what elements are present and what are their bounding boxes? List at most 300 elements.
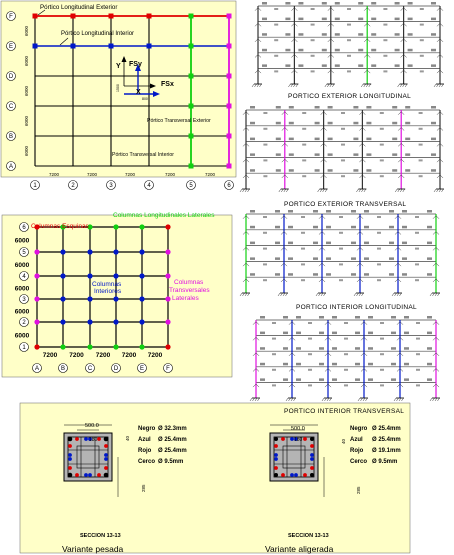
plan-row-label: A <box>8 164 14 171</box>
frame-ext-trans-support-hatch <box>437 189 439 192</box>
grid2-column-node <box>139 249 144 254</box>
frame-ext-trans-annotation <box>419 112 423 114</box>
frame-int-long-annotation <box>402 226 407 229</box>
frame-ext-long-annotation <box>395 33 400 36</box>
frame-int-trans-annotation <box>272 322 276 324</box>
frame-int-long-annotation <box>326 242 331 245</box>
frame-int-long-support-hatch <box>324 293 326 296</box>
frame-int-long-support-hatch <box>240 293 242 296</box>
grid2-column-node <box>113 296 118 301</box>
frame-int-long-annotation <box>301 232 305 234</box>
frame-int-long-annotation <box>288 257 293 260</box>
frame-ext-long-annotation <box>311 55 315 57</box>
frame-int-trans-annotation <box>260 363 265 366</box>
label-trans-ext: Pórtico Transversal Exterior <box>147 118 211 124</box>
grid2-row-label: 5 <box>22 250 26 257</box>
frame-int-trans-annotation <box>380 384 384 386</box>
section-bar <box>294 473 298 477</box>
frame-ext-trans-annotation <box>366 169 371 172</box>
frame-ext-long-annotation <box>322 49 327 52</box>
frame-int-trans-annotation <box>391 316 396 319</box>
frame-int-long-annotation <box>364 257 369 260</box>
frame-int-trans-support-hatch <box>330 398 332 401</box>
frame-int-trans-annotation <box>344 322 348 324</box>
frame-ext-long-annotation <box>371 64 376 67</box>
section-bar <box>310 466 314 470</box>
frame-ext-trans-annotation <box>315 153 320 156</box>
grid2-col-spacing: 7200 <box>147 352 163 359</box>
frame-ext-long-annotation <box>408 18 413 21</box>
grid2-row-spacing: 6000 <box>14 237 30 245</box>
frame-int-trans-annotation <box>404 332 409 335</box>
frame-int-long-support-hatch <box>430 293 432 296</box>
frame-ext-trans-annotation <box>431 106 436 109</box>
frame-ext-trans-annotation <box>289 153 294 156</box>
grid2-row-spacing: 6000 <box>14 332 30 340</box>
frame-ext-long-annotation <box>274 39 278 41</box>
frame-ext-trans-annotation <box>289 122 294 125</box>
frame-int-trans-annotation <box>319 332 324 335</box>
plan-node-marker <box>71 14 76 19</box>
plan-node-marker <box>227 164 232 169</box>
secR-legend-color-3: Cerco <box>350 459 368 465</box>
frame-ext-trans-support-hatch <box>320 189 322 192</box>
frame-ext-long-support-hatch <box>366 84 368 87</box>
secL-legend-color-3: Cerco <box>138 459 156 465</box>
frame-int-trans-annotation <box>355 316 360 319</box>
frame-ext-trans-annotation <box>328 106 333 109</box>
frame-int-trans-support-hatch <box>361 398 363 401</box>
frame-int-trans-support-hatch <box>253 398 255 401</box>
frame-ext-trans-support-hatch <box>364 189 366 192</box>
frame-int-trans-annotation <box>283 332 288 335</box>
frame-ext-long-annotation <box>347 39 351 41</box>
frame-ext-long-annotation <box>408 2 413 5</box>
frame-ext-long-annotation <box>420 70 424 72</box>
section-bar <box>84 437 88 441</box>
frame-ext-long-support-hatch <box>405 84 407 87</box>
label-trans-int: Pórtico Transversal Interior <box>112 152 174 158</box>
grid2-column-node <box>34 273 39 278</box>
grid2-column-node <box>60 296 65 301</box>
frame-ext-long-annotation <box>347 70 351 72</box>
frame-int-trans-annotation <box>296 332 301 335</box>
plan-node-marker <box>109 14 114 19</box>
frame-ext-long-support-hatch <box>403 84 405 87</box>
frame-ext-trans-annotation <box>328 169 333 172</box>
frame-ext-long-annotation <box>298 49 303 52</box>
frame-ext-trans-annotation <box>405 138 410 141</box>
frame-ext-long-support-hatch <box>325 84 327 87</box>
plan-node-marker <box>33 14 38 19</box>
frame-ext-long-annotation <box>311 39 315 41</box>
frame-int-long-annotation <box>427 226 432 229</box>
plan-col-spacing: 7200 <box>204 172 216 177</box>
frame-ext-long-annotation <box>383 8 387 10</box>
frame-ext-long-annotation <box>285 64 290 67</box>
secR-legend-dia-3: Ø 9.5mm <box>372 459 398 465</box>
frame-int-long-annotation <box>275 210 280 213</box>
frame-ext-long-annotation <box>322 2 327 5</box>
label-interior-1: Columnas <box>92 281 122 288</box>
frame-ext-trans-annotation <box>431 122 436 125</box>
grid2-column-node <box>34 319 39 324</box>
frame-int-long-support-hatch <box>433 293 435 296</box>
frame-ext-trans-support-hatch <box>434 189 436 192</box>
frame-int-trans-support-hatch <box>435 398 437 401</box>
section-bar-black <box>310 473 314 477</box>
frame-ext-long-support-hatch <box>252 84 254 87</box>
frame-int-trans-annotation <box>319 363 324 366</box>
secR-inner: 180 <box>294 437 303 443</box>
frame-int-trans-annotation <box>344 369 348 371</box>
frame-int-trans-annotation <box>380 322 384 324</box>
frame-int-long-annotation <box>351 210 356 213</box>
grid2-row-label: 4 <box>22 274 26 281</box>
grid2-column-node <box>139 224 144 229</box>
frame-ext-trans-annotation <box>419 175 423 177</box>
frame-ext-long-annotation <box>335 33 340 36</box>
grid2-column-node <box>165 273 170 278</box>
frame-ext-trans-annotation <box>250 122 255 125</box>
frame-int-long-support-hatch <box>283 293 285 296</box>
frame-ext-long-annotation <box>298 2 303 5</box>
frame-int-trans-annotation <box>355 378 360 381</box>
secL-caption: SECCION 13-13 <box>80 533 121 539</box>
frame-ext-trans-annotation <box>380 112 384 114</box>
frame-int-long-annotation <box>415 232 419 234</box>
frame-ext-trans-annotation <box>302 175 306 177</box>
plan-row-label: F <box>9 14 13 21</box>
section-bar <box>310 453 314 457</box>
frame-int-long-annotation <box>364 242 369 245</box>
secR-caption: SECCION 13-13 <box>288 533 329 539</box>
section-bar-black <box>68 437 73 442</box>
frame-int-long-annotation <box>351 226 356 229</box>
frame-ext-long-support-hatch <box>291 84 293 87</box>
plan-node-marker <box>227 74 232 79</box>
frame-int-long-annotation <box>389 210 394 213</box>
frame-int-trans-annotation <box>391 347 396 350</box>
frame-int-long-support-hatch <box>395 293 397 296</box>
frame-ext-long-annotation <box>420 24 424 26</box>
frame-int-long-annotation <box>339 216 343 218</box>
frame-int-trans-annotation <box>368 363 373 366</box>
frame-ext-long-support-hatch <box>332 84 334 87</box>
frame-ext-long-annotation <box>431 64 436 67</box>
frame-int-long-annotation <box>364 210 369 213</box>
frame-ext-trans-annotation <box>263 159 267 161</box>
grid2-column-node <box>165 296 170 301</box>
section-bar-black <box>104 473 109 478</box>
frame-ext-trans-annotation <box>419 144 423 146</box>
frame-int-trans-annotation <box>260 347 265 350</box>
frame-int-trans-annotation <box>416 369 420 371</box>
frame-ext-long-annotation <box>383 39 387 41</box>
frame-ext-long-annotation <box>408 33 413 36</box>
frame-int-long-annotation <box>339 279 343 281</box>
frame-int-long-annotation <box>263 263 267 265</box>
section-bar-black <box>104 437 109 442</box>
frame-int-long-annotation <box>427 242 432 245</box>
frame-ext-long-annotation <box>311 24 315 26</box>
frame-ext-long-annotation <box>262 33 267 36</box>
frame-int-long-annotation <box>377 216 381 218</box>
frame-int-trans-support-hatch <box>327 398 329 401</box>
frame-ext-trans-annotation <box>366 106 371 109</box>
section-bar <box>281 437 285 441</box>
frame-int-long-annotation <box>301 216 305 218</box>
section-bar <box>68 444 72 448</box>
frame-ext-long-annotation <box>383 55 387 57</box>
frame-int-long-annotation <box>326 210 331 213</box>
frame-ext-long-support-hatch <box>257 84 259 87</box>
secL-legend-color-1: Azul <box>138 437 151 443</box>
frame-ext-trans-annotation <box>341 159 345 161</box>
frame-int-long-support-hatch <box>435 293 437 296</box>
grid2-row-label: 3 <box>22 297 26 304</box>
frame-ext-trans-annotation <box>353 138 358 141</box>
frame-ext-long-annotation <box>383 24 387 26</box>
frame-int-trans-annotation <box>380 353 384 355</box>
frame-ext-trans-annotation <box>315 138 320 141</box>
frame-int-long-annotation <box>377 263 381 265</box>
frame-int-long-annotation <box>339 248 343 250</box>
plan-row-spacing: 6000 <box>24 145 29 157</box>
frame-ext-trans-support-hatch <box>243 189 245 192</box>
frame-ext-trans-support-hatch <box>398 189 400 192</box>
secL-side: 40 <box>125 435 130 441</box>
frame-ext-long-support-hatch <box>293 84 295 87</box>
label-ext-long: Pórtico Longitudinal Exterior <box>40 4 118 11</box>
frame-int-trans-annotation <box>296 347 301 350</box>
frame-ext-trans-annotation <box>289 169 294 172</box>
label-fsy: FSy <box>129 61 142 68</box>
plan-node-marker <box>189 14 194 19</box>
secR-variant: Variante aligerada <box>265 544 334 554</box>
frame-int-trans-support-hatch <box>397 398 399 401</box>
grid2-column-node <box>139 319 144 324</box>
frame-int-long-support-hatch <box>397 293 399 296</box>
frame-ext-trans-annotation <box>263 144 267 146</box>
frame-int-long-annotation <box>250 257 255 260</box>
frame-ext-long-annotation <box>285 49 290 52</box>
grid2-row-label: 6 <box>22 225 26 232</box>
grid2-column-node <box>139 273 144 278</box>
frame-ext-long-annotation <box>274 70 278 72</box>
secR-legend-dia-0: Ø 25.4mm <box>372 426 401 432</box>
frame-int-long-annotation <box>402 273 407 276</box>
frame-int-trans-support-hatch <box>258 398 260 401</box>
frame-int-long-annotation <box>275 226 280 229</box>
frame-ext-trans-annotation <box>276 138 281 141</box>
plan-row-label: B <box>8 134 14 141</box>
secL-width: 500.0 <box>85 423 99 429</box>
grid2-column-node <box>165 249 170 254</box>
frame-ext-long-annotation <box>420 55 424 57</box>
label-int-long: Pórtico Longitudinal Interior <box>61 31 135 37</box>
frame-ext-trans-annotation <box>392 122 397 125</box>
grid2-col-label: A <box>34 366 40 373</box>
frame-ext-long-annotation <box>274 24 278 26</box>
frame-ext-long-annotation <box>358 2 363 5</box>
frame-ext-trans-annotation <box>302 159 306 161</box>
frame-ext-trans-support-hatch <box>442 189 444 192</box>
frame-int-long-annotation <box>288 226 293 229</box>
frame-ext-trans-annotation <box>405 153 410 156</box>
frame-ext-trans-annotation <box>380 175 384 177</box>
frame-ext-long-annotation <box>371 33 376 36</box>
frame-int-long-annotation <box>301 248 305 250</box>
frame-int-trans-annotation <box>427 363 432 366</box>
frame-int-long-support-hatch <box>392 293 394 296</box>
frame-int-long-annotation <box>415 248 419 250</box>
frame-int-long-annotation <box>377 232 381 234</box>
frame-ext-trans-support-hatch <box>400 189 402 192</box>
frame-ext-long-annotation <box>371 49 376 52</box>
frame-ext-long-annotation <box>408 49 413 52</box>
frame-int-long-annotation <box>275 273 280 276</box>
frame-int-trans-annotation <box>260 378 265 381</box>
frame-int-long-annotation <box>313 257 318 260</box>
frame-ext-long-annotation <box>298 18 303 21</box>
label-x-axis: X <box>136 89 141 96</box>
frame-ext-trans-support-hatch <box>279 189 281 192</box>
frame-int-trans-annotation <box>319 316 324 319</box>
plan-node-marker <box>189 44 194 49</box>
frame-ext-trans-annotation <box>405 169 410 172</box>
grid2-col-label: B <box>60 366 66 373</box>
grid2-row-label: 2 <box>22 320 26 327</box>
frame-int-long-annotation <box>402 242 407 245</box>
label-ecc-x: 800 <box>142 97 148 101</box>
grid2-row-spacing: 6000 <box>14 308 30 316</box>
frame-ext-long-annotation <box>431 33 436 36</box>
frame-int-trans-annotation <box>355 347 360 350</box>
section-bar <box>104 457 108 461</box>
frame-ext-long-annotation <box>285 2 290 5</box>
frame-ext-trans-annotation <box>263 175 267 177</box>
frame-ext-trans-annotation <box>431 138 436 141</box>
frame-ext-trans-support-hatch <box>245 189 247 192</box>
frame-int-trans-annotation <box>332 332 337 335</box>
frame-ext-long-annotation <box>298 64 303 67</box>
secL-legend-color-0: Negro <box>138 426 156 432</box>
frame-int-trans-annotation <box>391 378 396 381</box>
section-bar <box>104 444 108 448</box>
grid2-column-node <box>113 249 118 254</box>
frame-int-trans-annotation <box>272 338 276 340</box>
grid2-column-node <box>60 319 65 324</box>
frame-ext-long-support-hatch <box>364 84 366 87</box>
frame-int-trans-support-hatch <box>438 398 440 401</box>
frame-int-trans-annotation <box>283 363 288 366</box>
secL-legend-color-2: Rojo <box>138 448 152 454</box>
frame-int-long-annotation <box>339 232 343 234</box>
frame-caption-4: PORTICO INTERIOR TRANSVERSAL <box>284 408 405 415</box>
frame-ext-long-annotation <box>285 18 290 21</box>
frame-int-trans-annotation <box>283 378 288 381</box>
frame-ext-long-annotation <box>371 2 376 5</box>
frame-ext-trans-annotation <box>276 169 281 172</box>
section-bar <box>68 453 72 457</box>
frame-ext-trans-annotation <box>419 128 423 130</box>
frame-ext-long-annotation <box>335 2 340 5</box>
frame-int-trans-support-hatch <box>366 398 368 401</box>
frame-ext-long-annotation <box>347 8 351 10</box>
frame-caption-2: PORTICO EXTERIOR TRANSVERSAL <box>284 201 407 208</box>
plan-node-marker <box>227 134 232 139</box>
frame-int-long-annotation <box>326 226 331 229</box>
frame-int-long-support-hatch <box>357 293 359 296</box>
frame-int-long-annotation <box>275 257 280 260</box>
frame-int-trans-annotation <box>296 378 301 381</box>
plan-node-marker <box>227 104 232 109</box>
frame-ext-trans-support-hatch <box>281 189 283 192</box>
plan-node-marker <box>189 134 194 139</box>
frame-int-trans-annotation <box>427 316 432 319</box>
frame-ext-trans-support-hatch <box>395 189 397 192</box>
label-fsx: FSx <box>161 81 174 88</box>
frame-ext-long-annotation <box>311 8 315 10</box>
frame-ext-trans-annotation <box>341 128 345 130</box>
frame-ext-long-support-hatch <box>296 84 298 87</box>
grid2-col-spacing: 7200 <box>95 352 111 359</box>
frame-int-long-annotation <box>427 257 432 260</box>
frame-ext-trans-annotation <box>250 138 255 141</box>
frame-int-trans-annotation <box>355 363 360 366</box>
secL-legend-dia-2: Ø 25.4mm <box>158 448 187 454</box>
plan-row-spacing: 6000 <box>24 25 29 37</box>
frame-int-long-annotation <box>364 226 369 229</box>
grid2-column-node <box>87 319 92 324</box>
plan-node-marker <box>71 44 76 49</box>
section-bar <box>303 437 307 441</box>
frame-ext-trans-annotation <box>250 106 255 109</box>
frame-int-trans-annotation <box>404 347 409 350</box>
frame-int-long-annotation <box>288 210 293 213</box>
label-interior-2: Interiores <box>94 288 122 295</box>
grid2-row-spacing: 6000 <box>14 285 30 293</box>
frame-int-trans-annotation <box>427 347 432 350</box>
frame-ext-long-support-hatch <box>442 84 444 87</box>
frame-ext-trans-annotation <box>353 169 358 172</box>
frame-int-long-annotation <box>313 226 318 229</box>
frame-int-long-support-hatch <box>438 293 440 296</box>
frame-int-trans-support-hatch <box>363 398 365 401</box>
grid2-col-label: F <box>166 366 170 373</box>
frame-ext-long-annotation <box>371 18 376 21</box>
frame-int-long-annotation <box>288 273 293 276</box>
grid2-column-node <box>139 296 144 301</box>
frame-int-long-annotation <box>250 210 255 213</box>
frame-ext-trans-annotation <box>302 128 306 130</box>
frame-int-trans-support-hatch <box>358 398 360 401</box>
plan-col-spacing: 7200 <box>124 172 136 177</box>
frame-int-trans-annotation <box>355 332 360 335</box>
frame-ext-trans-annotation <box>353 106 358 109</box>
frame-int-trans-annotation <box>404 363 409 366</box>
frame-int-long-annotation <box>301 279 305 281</box>
frame-int-long-annotation <box>313 273 318 276</box>
label-transversal-3: Laterales <box>172 295 199 302</box>
frame-int-trans-annotation <box>404 378 409 381</box>
frame-int-long-annotation <box>377 248 381 250</box>
frame-int-trans-annotation <box>308 338 312 340</box>
frame-ext-long-annotation <box>431 2 436 5</box>
frame-ext-trans-annotation <box>250 153 255 156</box>
frame-int-trans-annotation <box>344 353 348 355</box>
